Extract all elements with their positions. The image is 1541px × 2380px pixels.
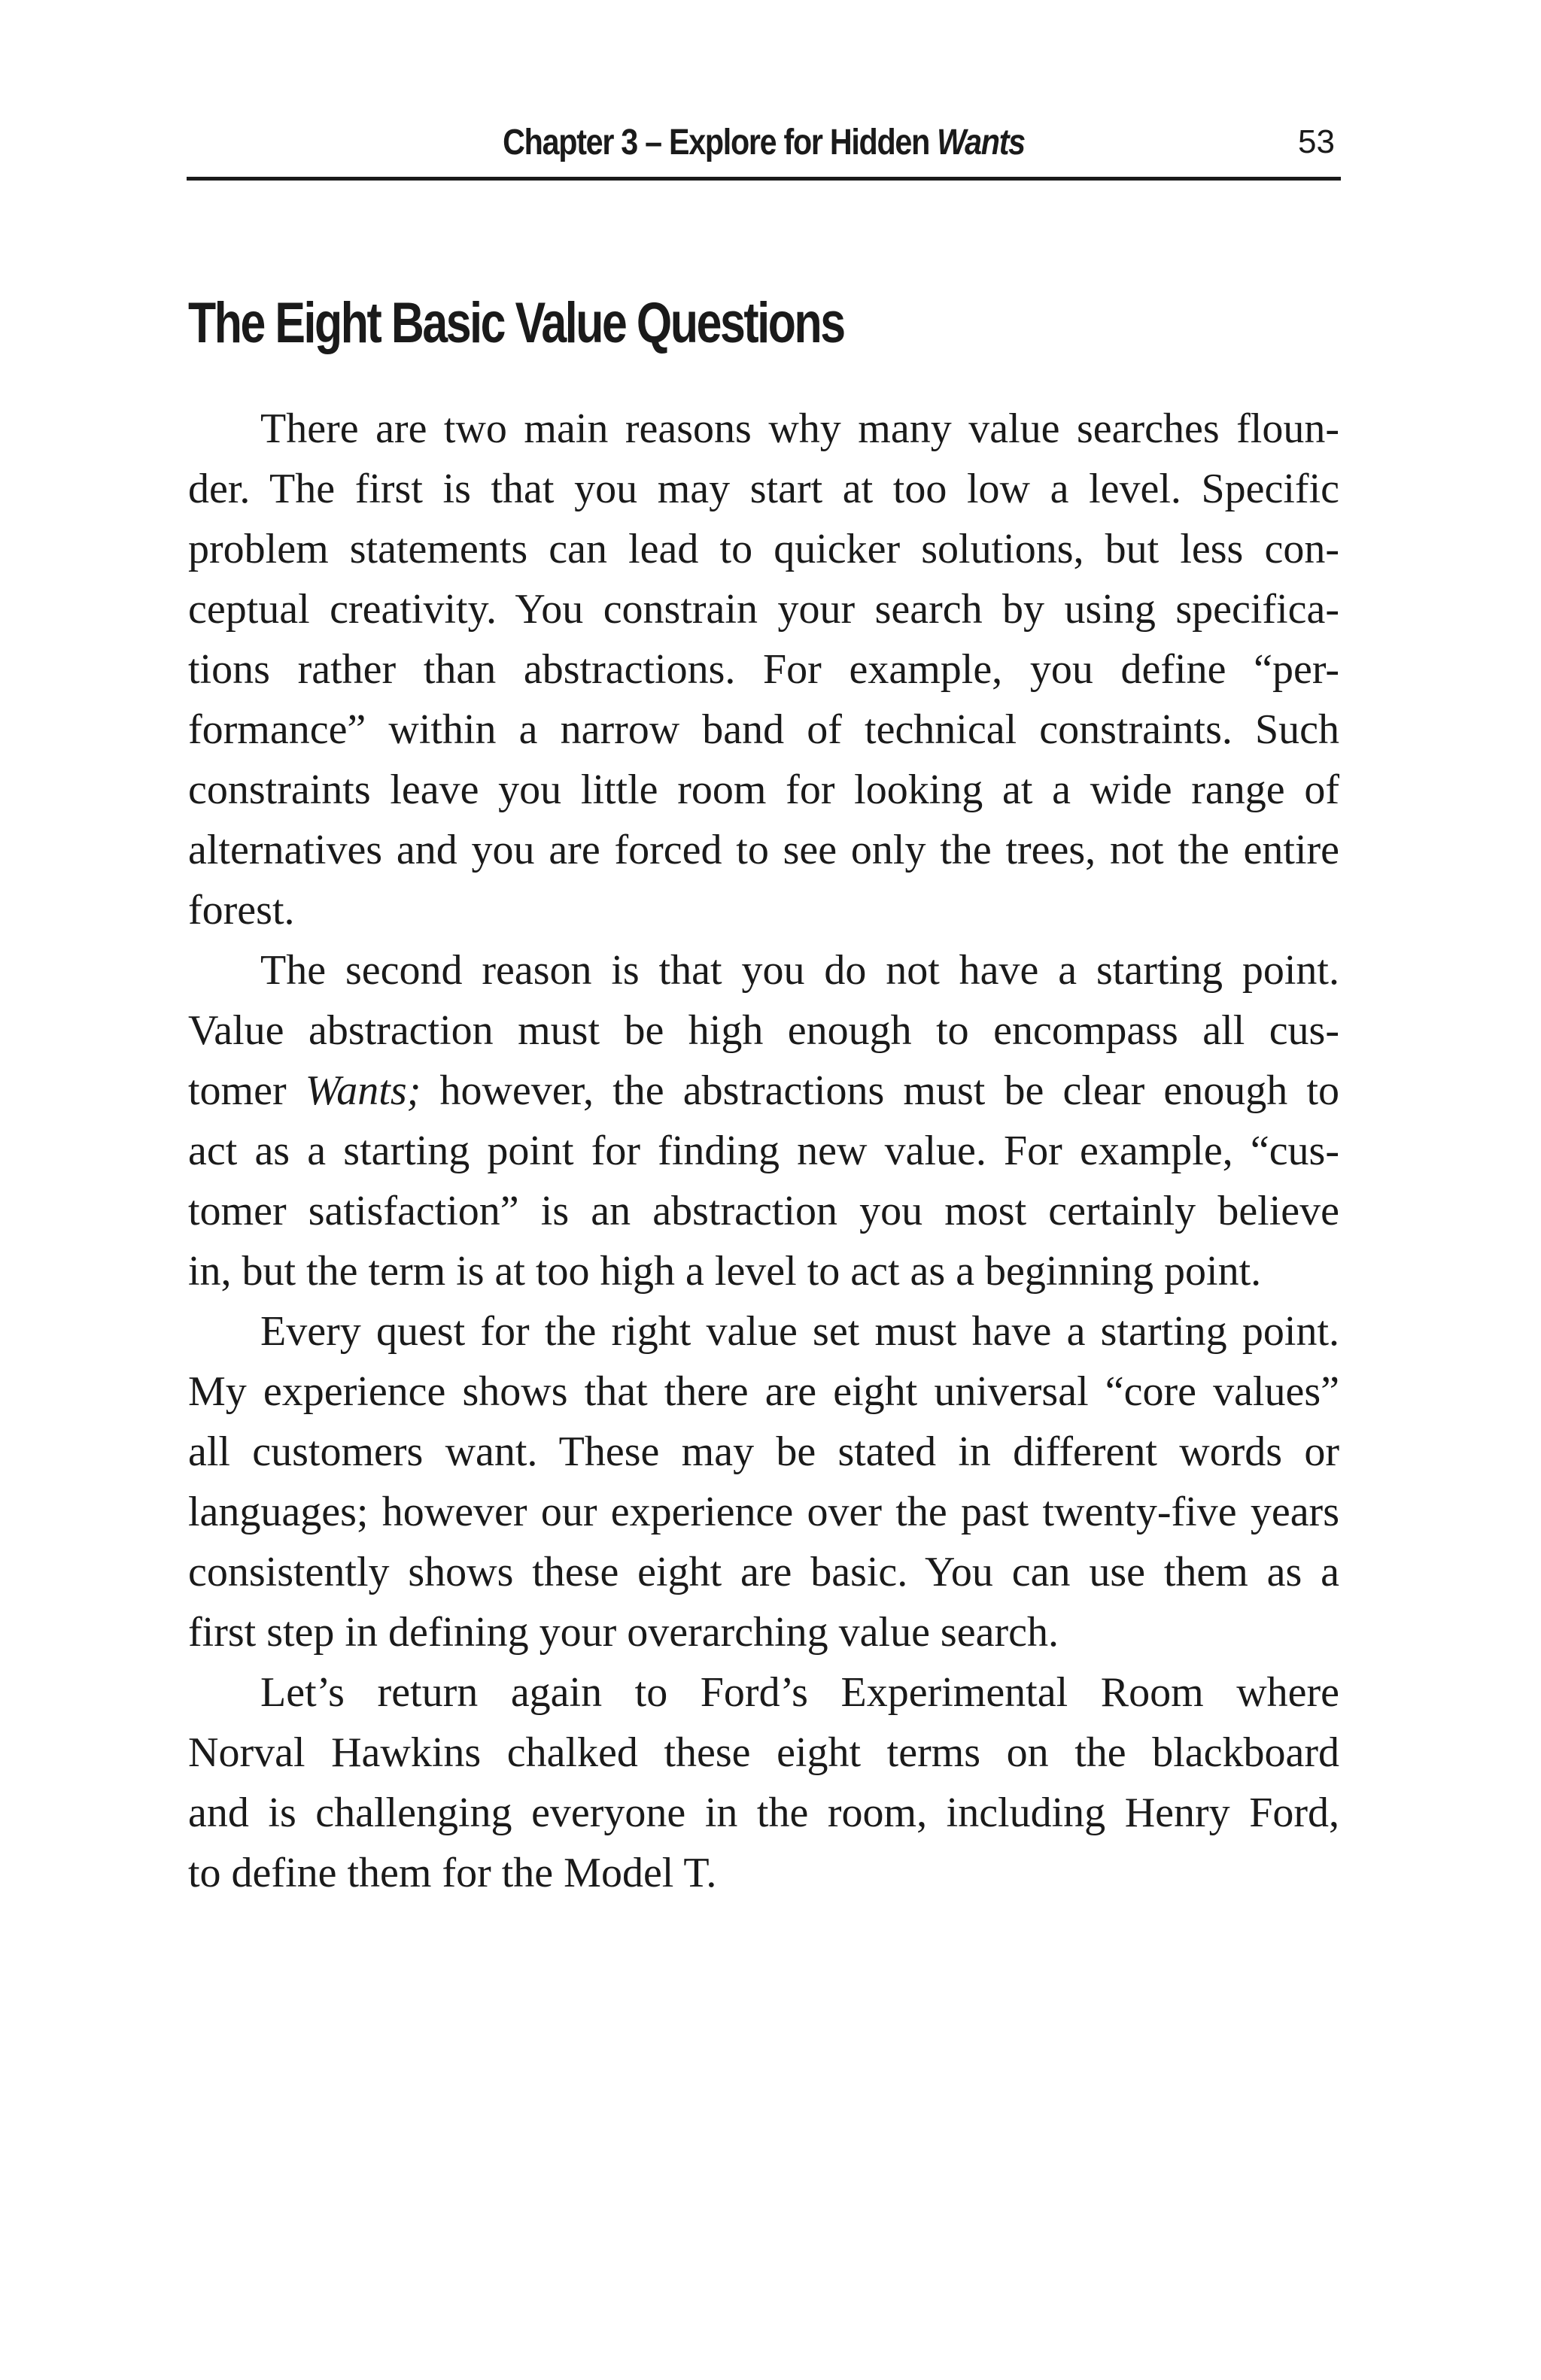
paragraph-3	[188, 1301, 1339, 1662]
text-line: The second reason is that you do not have a starting point.	[260, 947, 1339, 994]
page-number: 53	[1298, 123, 1335, 160]
text-line: forest.	[188, 887, 295, 933]
text-line: problem statements can lead to quicker solutions, but less con-	[188, 526, 1339, 572]
paragraph-1	[188, 399, 1339, 940]
text-line: act as a starting point for finding new value. For example, “cus-	[188, 1128, 1339, 1174]
paragraph-2	[188, 940, 1339, 1301]
text-line-with-italic: tomer Wants; however, the abstractions must be clear enough to	[188, 1067, 1340, 1114]
text-line: Value abstraction must be high enough to encompass all cus-	[188, 1007, 1339, 1054]
text-line: Let’s return again to Ford’s Experimental Room where	[260, 1669, 1339, 1716]
text-line: ceptual creativity. You constrain your search by using specifica-	[188, 586, 1339, 633]
text-line: constraints leave you little room for looking at a wide range of	[188, 767, 1339, 813]
text-line: in, but the term is at too high a level to act as a beginning point.	[188, 1248, 1262, 1295]
section-title: The Eight Basic Value Questions	[188, 291, 844, 355]
text-line: formance” within a narrow band of technical constraints. Such	[188, 706, 1339, 753]
text-line: all customers want. These may be stated in different words or	[188, 1428, 1339, 1475]
italic-term: Wants;	[305, 1067, 421, 1114]
text-line: languages; however our experience over the past twenty-five years	[188, 1489, 1339, 1535]
text-line: der. The first is that you may start at too low a level. Specific	[188, 466, 1339, 512]
text-line: alternatives and you are forced to see only the trees, not the entire	[188, 827, 1339, 873]
chapter-title-prefix: Chapter 3 – Explore for Hidden	[503, 123, 938, 162]
chapter-title-italic: Wants	[937, 123, 1025, 162]
text-line: consistently shows these eight are basic. You can use them as a	[188, 1549, 1339, 1595]
chapter-title	[267, 122, 1260, 163]
text-line: tions rather than abstractions. For example, you define “per-	[188, 646, 1339, 693]
text-line: tomer satisfaction” is an abstraction you most certainly believe	[188, 1188, 1339, 1234]
text-line: There are two main reasons why many value searches floun-	[260, 405, 1339, 452]
text-line: to define them for the Model T.	[188, 1850, 717, 1896]
running-header	[187, 119, 1341, 181]
text-line: and is challenging everyone in the room, including Henry Ford,	[188, 1790, 1339, 1836]
text-line: My experience shows that there are eight universal “core values”	[188, 1368, 1339, 1415]
paragraph-4	[188, 1662, 1339, 1903]
body-text	[188, 399, 1339, 1903]
text-line: Norval Hawkins chalked these eight terms on the blackboard	[188, 1729, 1339, 1776]
text-line: first step in defining your overarching value search.	[188, 1609, 1059, 1656]
text-line: Every quest for the right value set must have a starting point.	[260, 1308, 1339, 1355]
